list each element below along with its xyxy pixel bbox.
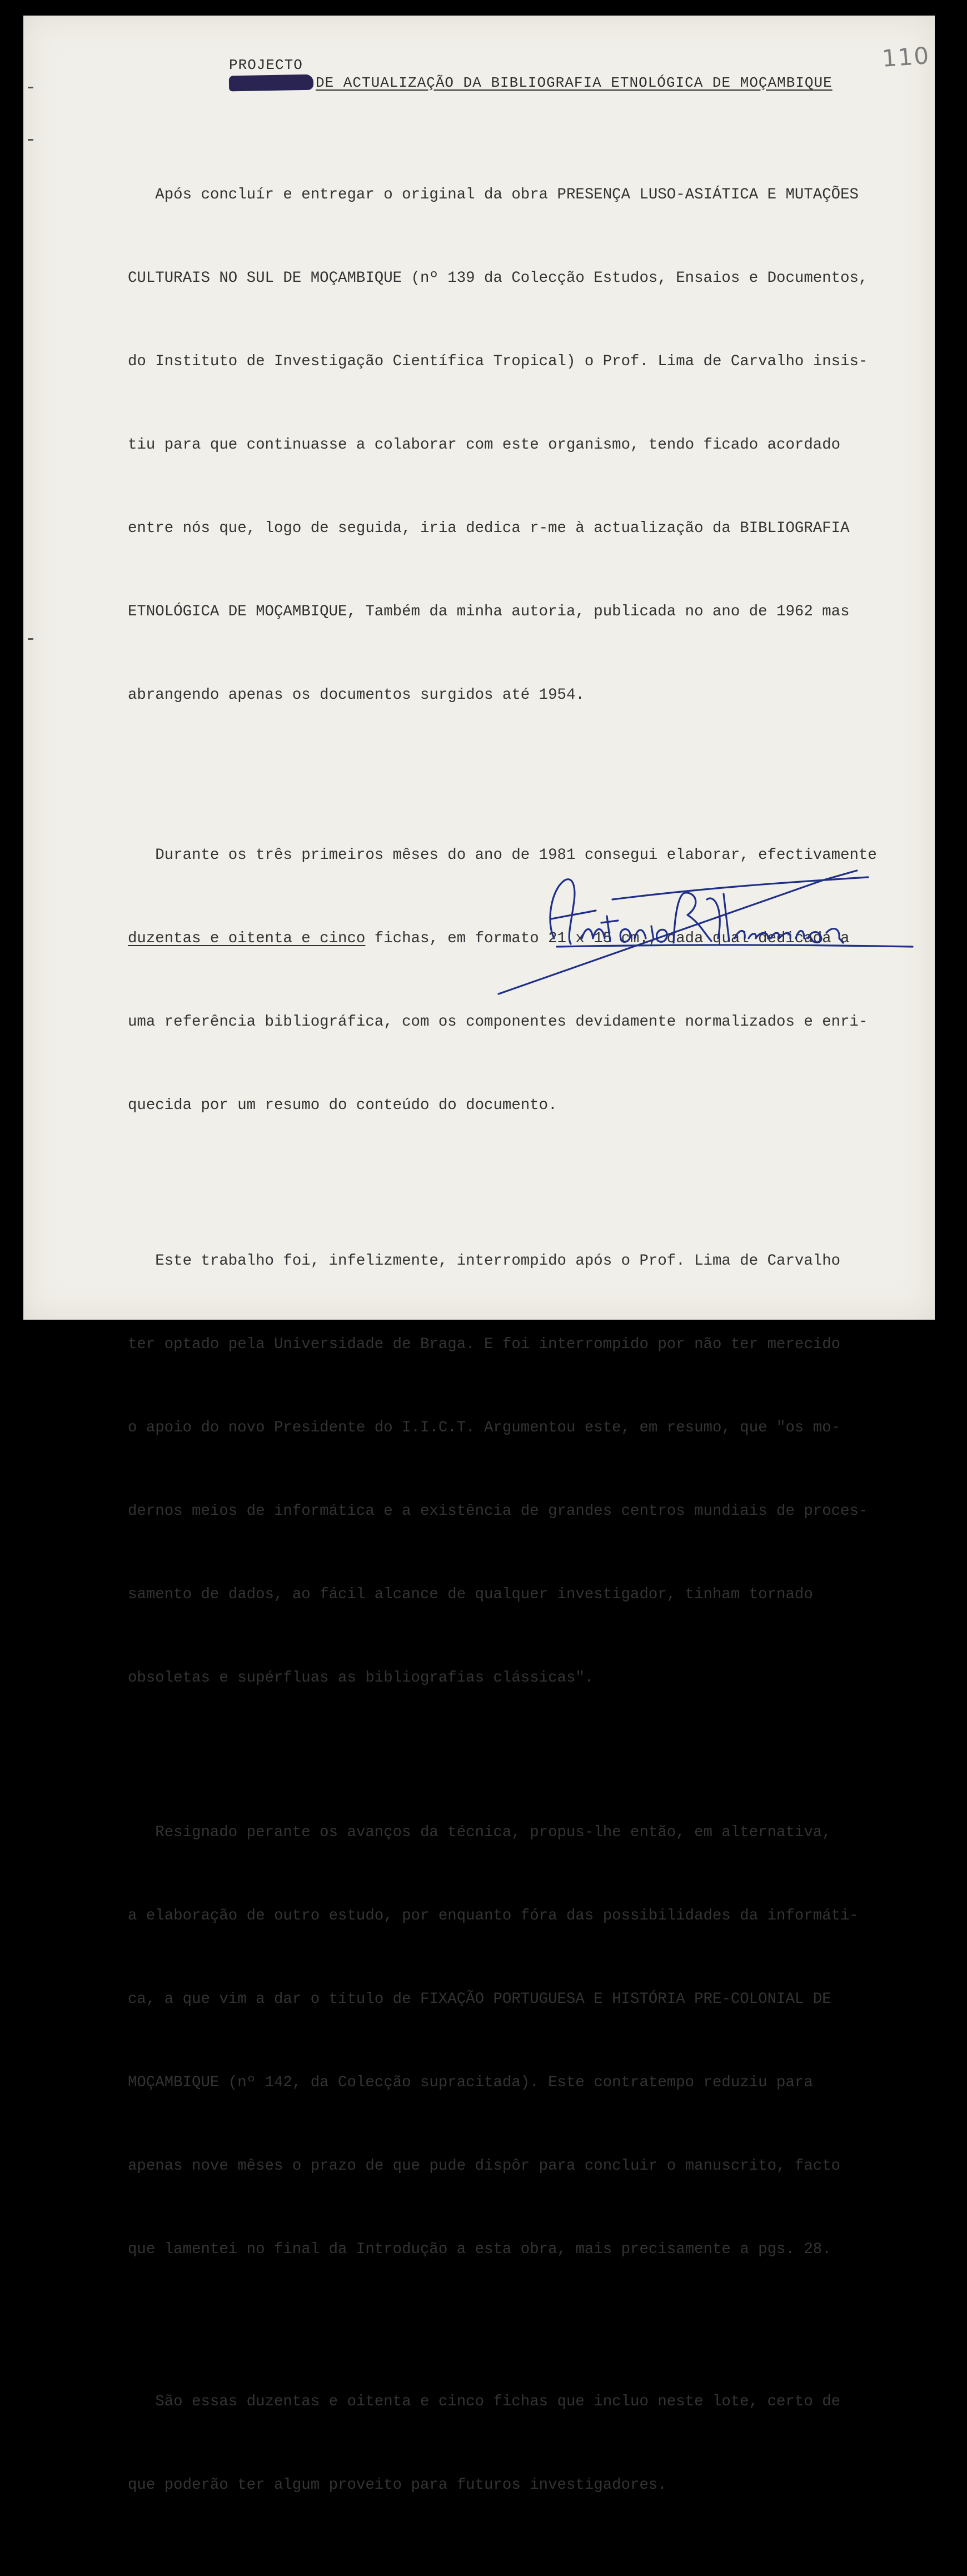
- text-line: MOÇAMBIQUE (nº 142, da Colecção supracitada). Este contratempo reduziu para: [128, 2074, 813, 2091]
- heading-prefix: PROJECTO: [229, 57, 303, 73]
- signature-letter-a: [550, 879, 575, 944]
- title-row: [229, 74, 833, 91]
- margin-mark: [28, 638, 33, 640]
- document-page: [23, 16, 935, 2494]
- text-line: apenas nove mêses o prazo de que pude dispôr para concluir o manuscrito, facto: [128, 2157, 841, 2175]
- text-line: que lamentei no final da Introdução a esta obra, mais precisamente a pgs. 28.: [128, 2241, 831, 2258]
- text-line: do Instituto de Investigação Científica Tropical) o Prof. Lima de Carvalho insis-: [128, 353, 868, 370]
- underlined-phrase: duzentas e oitenta e cinco: [128, 930, 366, 947]
- signature-word-ferreira: [735, 929, 843, 943]
- handwritten-signature: [468, 855, 924, 988]
- text-line: a elaboração de outro estudo, por enquanto fóra das possibilidades da informáti-: [128, 1907, 859, 1924]
- text-line: ter optado pela Universidade de Braga. E foi interrompido por não ter merecido: [128, 1336, 841, 1353]
- text-line: quecida por um resumo do conteúdo do documento.: [128, 1097, 557, 1114]
- text-line-rest: fichas, em formato 21 x 15 cm., cada qual dedicada a: [365, 930, 850, 947]
- margin-mark: [28, 139, 33, 141]
- page-number: 110: [881, 42, 931, 72]
- text-line: Este trabalho foi, infelizmente, interrompido após o Prof. Lima de Carvalho: [128, 1252, 841, 1270]
- paragraph-4: [128, 1763, 967, 2319]
- signature-word-antonio: [582, 916, 667, 942]
- text-line: ETNOLÓGICA DE MOÇAMBIQUE, Também da minha autoria, publicada no ano de 1962 mas: [128, 603, 850, 620]
- signature-letter-r: [674, 893, 711, 943]
- text-line: obsoletas e supérfluas as bibliografias clássicas".: [128, 1669, 594, 1687]
- text-line: o apoio do novo Presidente do I.I.C.T. Argumentou este, em resumo, que "os mo-: [128, 1419, 841, 1436]
- paragraph-5: [128, 2333, 967, 2555]
- text-line: abrangendo apenas os documentos surgidos até 1954.: [128, 687, 585, 704]
- redaction-mark: [229, 74, 313, 92]
- text-line: uma referência bibliográfica, com os componentes devidamente normalizados e enri-: [128, 1013, 868, 1031]
- text-line: ca, a que vim a dar o título de FIXAÇÃO PORTUGUESA E HISTÓRIA PRE-COLONIAL DE: [128, 1991, 831, 2008]
- text-line: entre nós que, logo de seguida, iria dedica r-me à actualização da BIBLIOGRAFIA: [128, 520, 850, 537]
- margin-mark: [28, 87, 33, 88]
- text-line: Durante os três primeiros mêses do ano de 1981 consegui elaborar, efectivamente: [128, 847, 877, 864]
- text-line: samento de dados, ao fácil alcance de qualquer investigador, tinham tornado: [128, 1586, 813, 1603]
- paragraph-3: [128, 1192, 967, 1748]
- text-line: que poderão ter algum proveito para futuros investigadores.: [128, 2476, 667, 2494]
- signature-underline: [557, 945, 913, 947]
- signature-flourish-2: [612, 877, 868, 899]
- text-line: São essas duzentas e oitenta e cinco fichas que incluo neste lote, certo de: [128, 2393, 841, 2410]
- text-line: Após concluír e entregar o original da obra PRESENÇA LUSO-ASIÁTICA E MUTAÇÕES: [128, 186, 859, 203]
- paragraph-1: [128, 126, 967, 765]
- text-line: Resignado perante os avanços da técnica, propus-lhe então, em alternativa,: [128, 1824, 831, 1841]
- body-text: [128, 126, 967, 2576]
- text-line: dernos meios de informática e a existência de grandes centros mundiais de proces-: [128, 1503, 868, 1520]
- text-line: tiu para que continuasse a colaborar com este organismo, tendo ficado acordado: [128, 436, 841, 454]
- text-line: CULTURAIS NO SUL DE MOÇAMBIQUE (nº 139 da Colecção Estudos, Ensaios e Documentos,: [128, 270, 868, 287]
- document-title: DE ACTUALIZAÇÃO DA BIBLIOGRAFIA ETNOLÓGICA DE MOÇAMBIQUE: [316, 74, 833, 91]
